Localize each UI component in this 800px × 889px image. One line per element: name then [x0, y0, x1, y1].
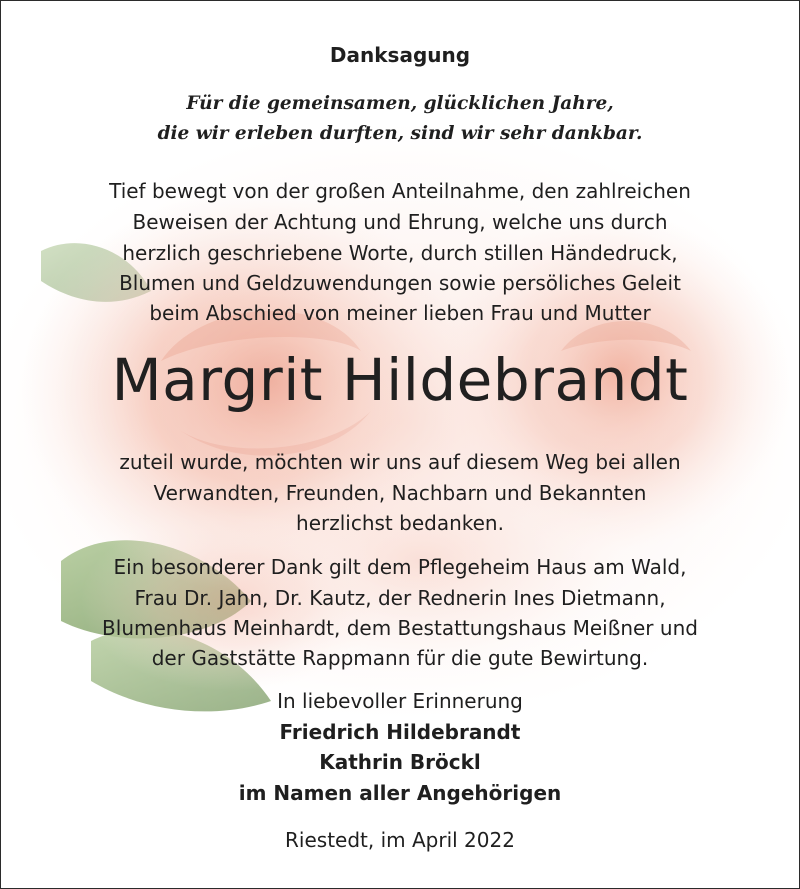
- intro-line: Tief bewegt von der großen Anteilnahme, den zahlreichen: [109, 179, 691, 203]
- motto-line: Für die gemeinsamen, glücklichen Jahre,: [186, 93, 614, 114]
- motto-line: die wir erleben durften, sind wir sehr dankbar.: [157, 123, 643, 144]
- signatory: im Namen aller Angehörigen: [238, 781, 562, 805]
- intro-line: Beweisen der Achtung und Ehrung, welche uns durch: [132, 210, 668, 234]
- special-thanks-line: Ein besonderer Dank gilt dem Pflegeheim Haus am Wald,: [113, 555, 687, 579]
- signatory: Friedrich Hildebrandt: [279, 720, 521, 744]
- special-thanks-line: Blumenhaus Meinhardt, dem Bestattungshaus Meißner und: [102, 616, 698, 640]
- intro-line: herzlich geschriebene Worte, durch stillen Händedruck,: [122, 241, 678, 265]
- deceased-name: Margrit Hildebrandt: [111, 346, 689, 414]
- special-thanks-line: Frau Dr. Jahn, Dr. Kautz, der Rednerin Ines Dietmann,: [134, 586, 666, 610]
- special-thanks-line: der Gaststätte Rappmann für die gute Bewirtung.: [151, 646, 649, 670]
- notice-heading: Danksagung: [329, 43, 471, 67]
- intro-line: beim Abschied von meiner lieben Frau und Mutter: [149, 301, 651, 325]
- thanks-line: zuteil wurde, möchten wir uns auf diesem Weg bei allen: [119, 450, 681, 474]
- thanks-line: Verwandten, Freunden, Nachbarn und Bekannten: [153, 481, 647, 505]
- notice-text: [1, 1, 799, 888]
- thanks-line: herzlichst bedanken.: [296, 511, 504, 535]
- closing-line: In liebevoller Erinnerung: [277, 689, 523, 713]
- place-date: Riestedt, im April 2022: [285, 828, 515, 852]
- signatory: Kathrin Bröckl: [319, 750, 481, 774]
- intro-line: Blumen und Geldzuwendungen sowie persöliches Geleit: [119, 271, 681, 295]
